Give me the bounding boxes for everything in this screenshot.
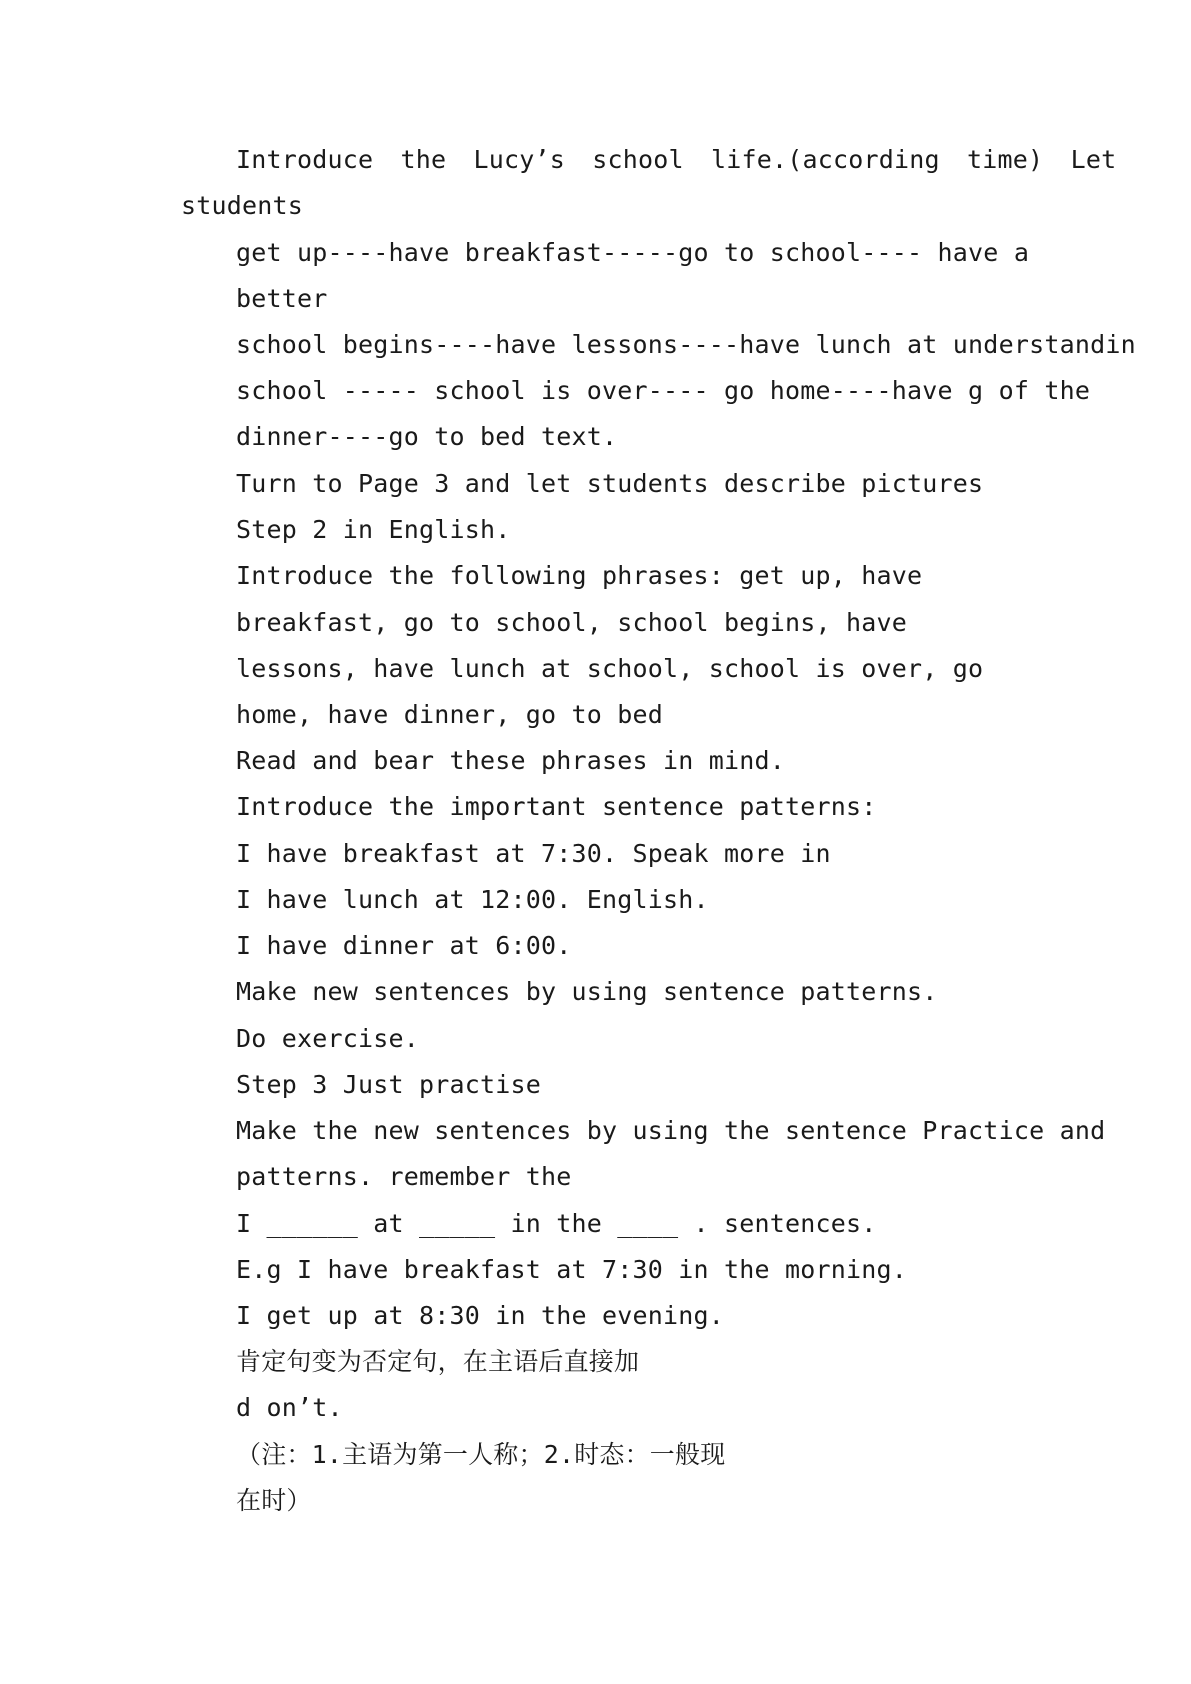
text-line: I have dinner at 6:00. (236, 931, 572, 960)
text-line: Make new sentences by using sentence patterns. (236, 977, 938, 1006)
text-line: better (236, 284, 328, 313)
text-line: Make the new sentences by using the sentence Practice and (236, 1116, 1106, 1145)
text-line: Read and bear these phrases in mind. (236, 746, 786, 775)
text-line: 肯定句变为否定句，在主语后直接加 (236, 1347, 640, 1376)
text-line: d on’t. (236, 1393, 343, 1422)
text-line: Introduce the important sentence patterns: (236, 792, 877, 821)
text-line: I have breakfast at 7:30. Speak more in (236, 839, 831, 868)
text-line: school begins----have lessons----have lunch at understandin (236, 330, 1136, 359)
text-line: school ----- school is over---- go home----have g of the (236, 376, 1091, 405)
text-line: I ______ at _____ in the ____ . sentences. (236, 1209, 877, 1238)
text-line: I have lunch at 12:00. English. (236, 885, 709, 914)
text-line: Do exercise. (236, 1024, 420, 1053)
text-line: home, have dinner, go to bed (236, 700, 664, 729)
text-line: Introduce the following phrases: get up, have (236, 561, 923, 590)
text-line: Step 3 Just practise (236, 1070, 542, 1099)
text-line: Step 2 in English. (236, 515, 511, 544)
text-line: Introduce the Lucy’s school life.(according time) Let (236, 145, 1117, 174)
text-line: E.g I have breakfast at 7:30 in the morning. (236, 1255, 908, 1284)
text-line: patterns. remember the (236, 1162, 572, 1191)
text-line: lessons, have lunch at school, school is over, go (236, 654, 984, 683)
text-line: I get up at 8:30 in the evening. (236, 1301, 725, 1330)
text-line: Turn to Page 3 and let students describe pictures (236, 469, 984, 498)
text-line: breakfast, go to school, school begins, have (236, 608, 908, 637)
text-line: （注：1.主语为第一人称；2.时态：一般现 (236, 1440, 726, 1469)
text-line: get up----have breakfast-----go to school---- have a (236, 238, 1030, 267)
text-line: 在时） (236, 1486, 312, 1515)
text-line: students (181, 191, 304, 220)
text-line: dinner----go to bed text. (236, 422, 618, 451)
